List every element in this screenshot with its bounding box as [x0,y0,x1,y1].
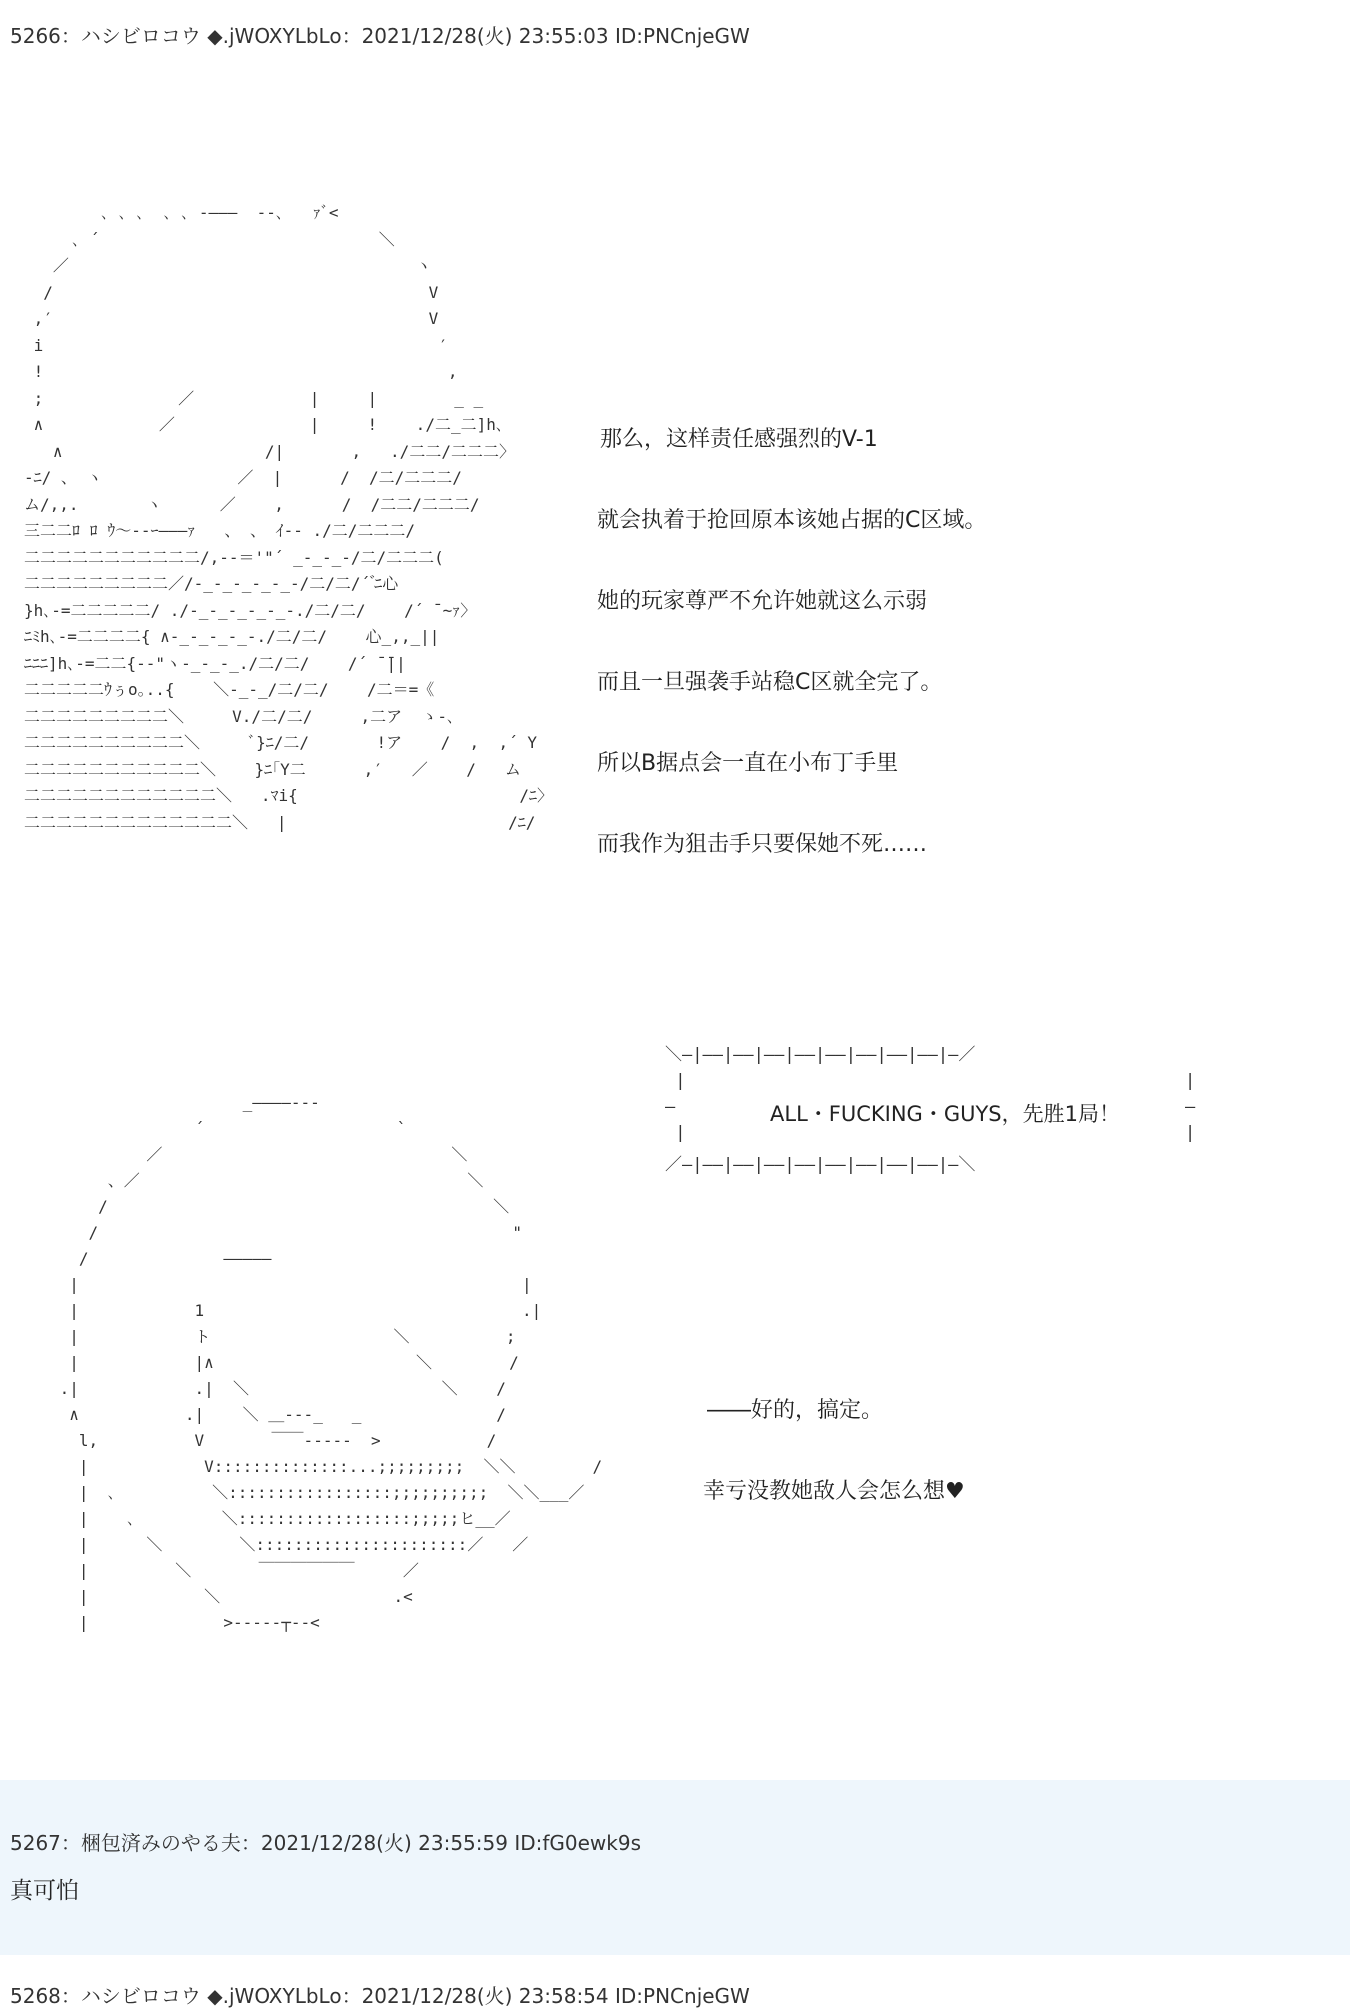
post-header: 5267：梱包済みのやる夫：2021/12/28(火) 23:55:59 ID:fG0ewk9s [10,1831,642,1855]
narration-line: 而我作为狙击手只要保她不死…… [597,832,928,857]
narration-line: 所以B据点会一直在小布丁手里 [597,751,899,776]
box-border-bottom: ／―|――|――|――|――|――|――|――|――|―＼ [665,1155,976,1175]
box-border-top: ＼―|――|――|――|――|――|――|――|――|―／ [665,1045,976,1065]
post-header: 5268：ハシビロコウ ◆.jWOXYLbLo：2021/12/28(火) 23:58:54 ID:PNCnjeGW [10,1984,750,2008]
ascii-art-face: _――――‐‐‐ ´ ` ／ ＼ 、／ ＼ / ＼ / " / ――――― | | | 1 .| | ト ＼ ; | |∧ ＼ / .| .| ＼ ＼ / ∧ .| ＼ ＿‐‐‐_ _ / l, V ￣￣‐‐‐‐‐ > / | V::::::::::::::...;;;;;;;;; ＼＼ / | ､ ＼:::::::::::::::::;;;;;;;;;; ＼＼___／ | ､ ＼::::::::::::::::::;;;;;ヒ__／ | ＼ ＼::::::::::::::::::::::／ ／ | ＼ ￣￣￣￣￣￣ ／ | ＼ .< | >‐‐‐‐‐┬‐‐< [59,1093,603,1632]
post-5266 [10,0,1350,1775]
narration-line: 而且一旦强袭手站稳C区就全完了。 [597,670,943,695]
box-border-right: | ― | [1185,1071,1196,1143]
post-header: 5266：ハシビロコウ ◆.jWOXYLbLo：2021/12/28(火) 23:55:03 ID:PNCnjeGW [10,24,750,48]
narration-line: 就会执着于抢回原本该她占据的C区域。 [597,508,987,533]
narration-line: 她的玩家尊严不允许她就这么示弱 [597,589,928,614]
post-5267 [0,1780,1350,1955]
post-body: 真可怕 [10,1878,79,1904]
post-5268 [0,1965,1350,2008]
narration-line: 幸亏没教她敌人会怎么想♥ [703,1479,965,1504]
box-border-left: | ― | [665,1071,686,1143]
speech-box [665,1040,1205,1180]
narration-line: ――好的，搞定。 [707,1398,884,1423]
ascii-art-character: ､ ､ ､ ､ ､ ‐――― ‐‐､ ｧﾞ< ､ ´ ＼ ／ ヽ / V ,′ V i ′ ! , ; ／ | | _ _ ∧ ／ | ! ./二_二]h､ ∧ /| , ./二二/二二二〉 -ﾆ/ 、 ヽ ／ | / /二/二二二/ ム/,,. ヽ ／ , / /二二/二二二/ 三二二ﾛ ﾛ ｳ～‐‐ｰ―――ｧ 、 、 ｲ‐‐ ./二/二二二/ 二二二二二二二二二二二/,‐‐＝'"´ _-_-_-/二/二二二( 二二二二二二二二二／/-_-_-_-_-_-/二/二/´ ゙ﾆ心 }h､‐=二二二二二/ ./-_-_-_-_-_-./二/二/ /´ ̄ ~ｧ〉 ﾆﾐh､‐=二二二二{ ∧-_-_-_-_-./二/二/ 心_,,_|| ﾆﾆﾆ]h､‐=二二{‐‐"ヽ-_-_-_./二/二/ /´ ̄ ̄|| 二二二二二ｳぅo｡..{ ＼-_-_/二/二/ /二＝=《 二二二二二二二二二＼ V./二/二/ ,二ア ゝ-､ 二二二二二二二二二二＼ ﾞ}ﾆ/二/ !ア / , ,´ Y 二二二二二二二二二二二＼ }ﾆ｢Y二 ,′ ／ / ム 二二二二二二二二二二二二＼ .ﾏi{ /ﾆ〉 二二二二二二二二二二二二二＼ | /ﾆ/ [24,203,553,832]
speech-text: ALL・FUCKING・GUYS，先胜1局！ [770,1102,1120,1126]
narration-line: 那么，这样责任感强烈的V-1 [600,427,878,452]
